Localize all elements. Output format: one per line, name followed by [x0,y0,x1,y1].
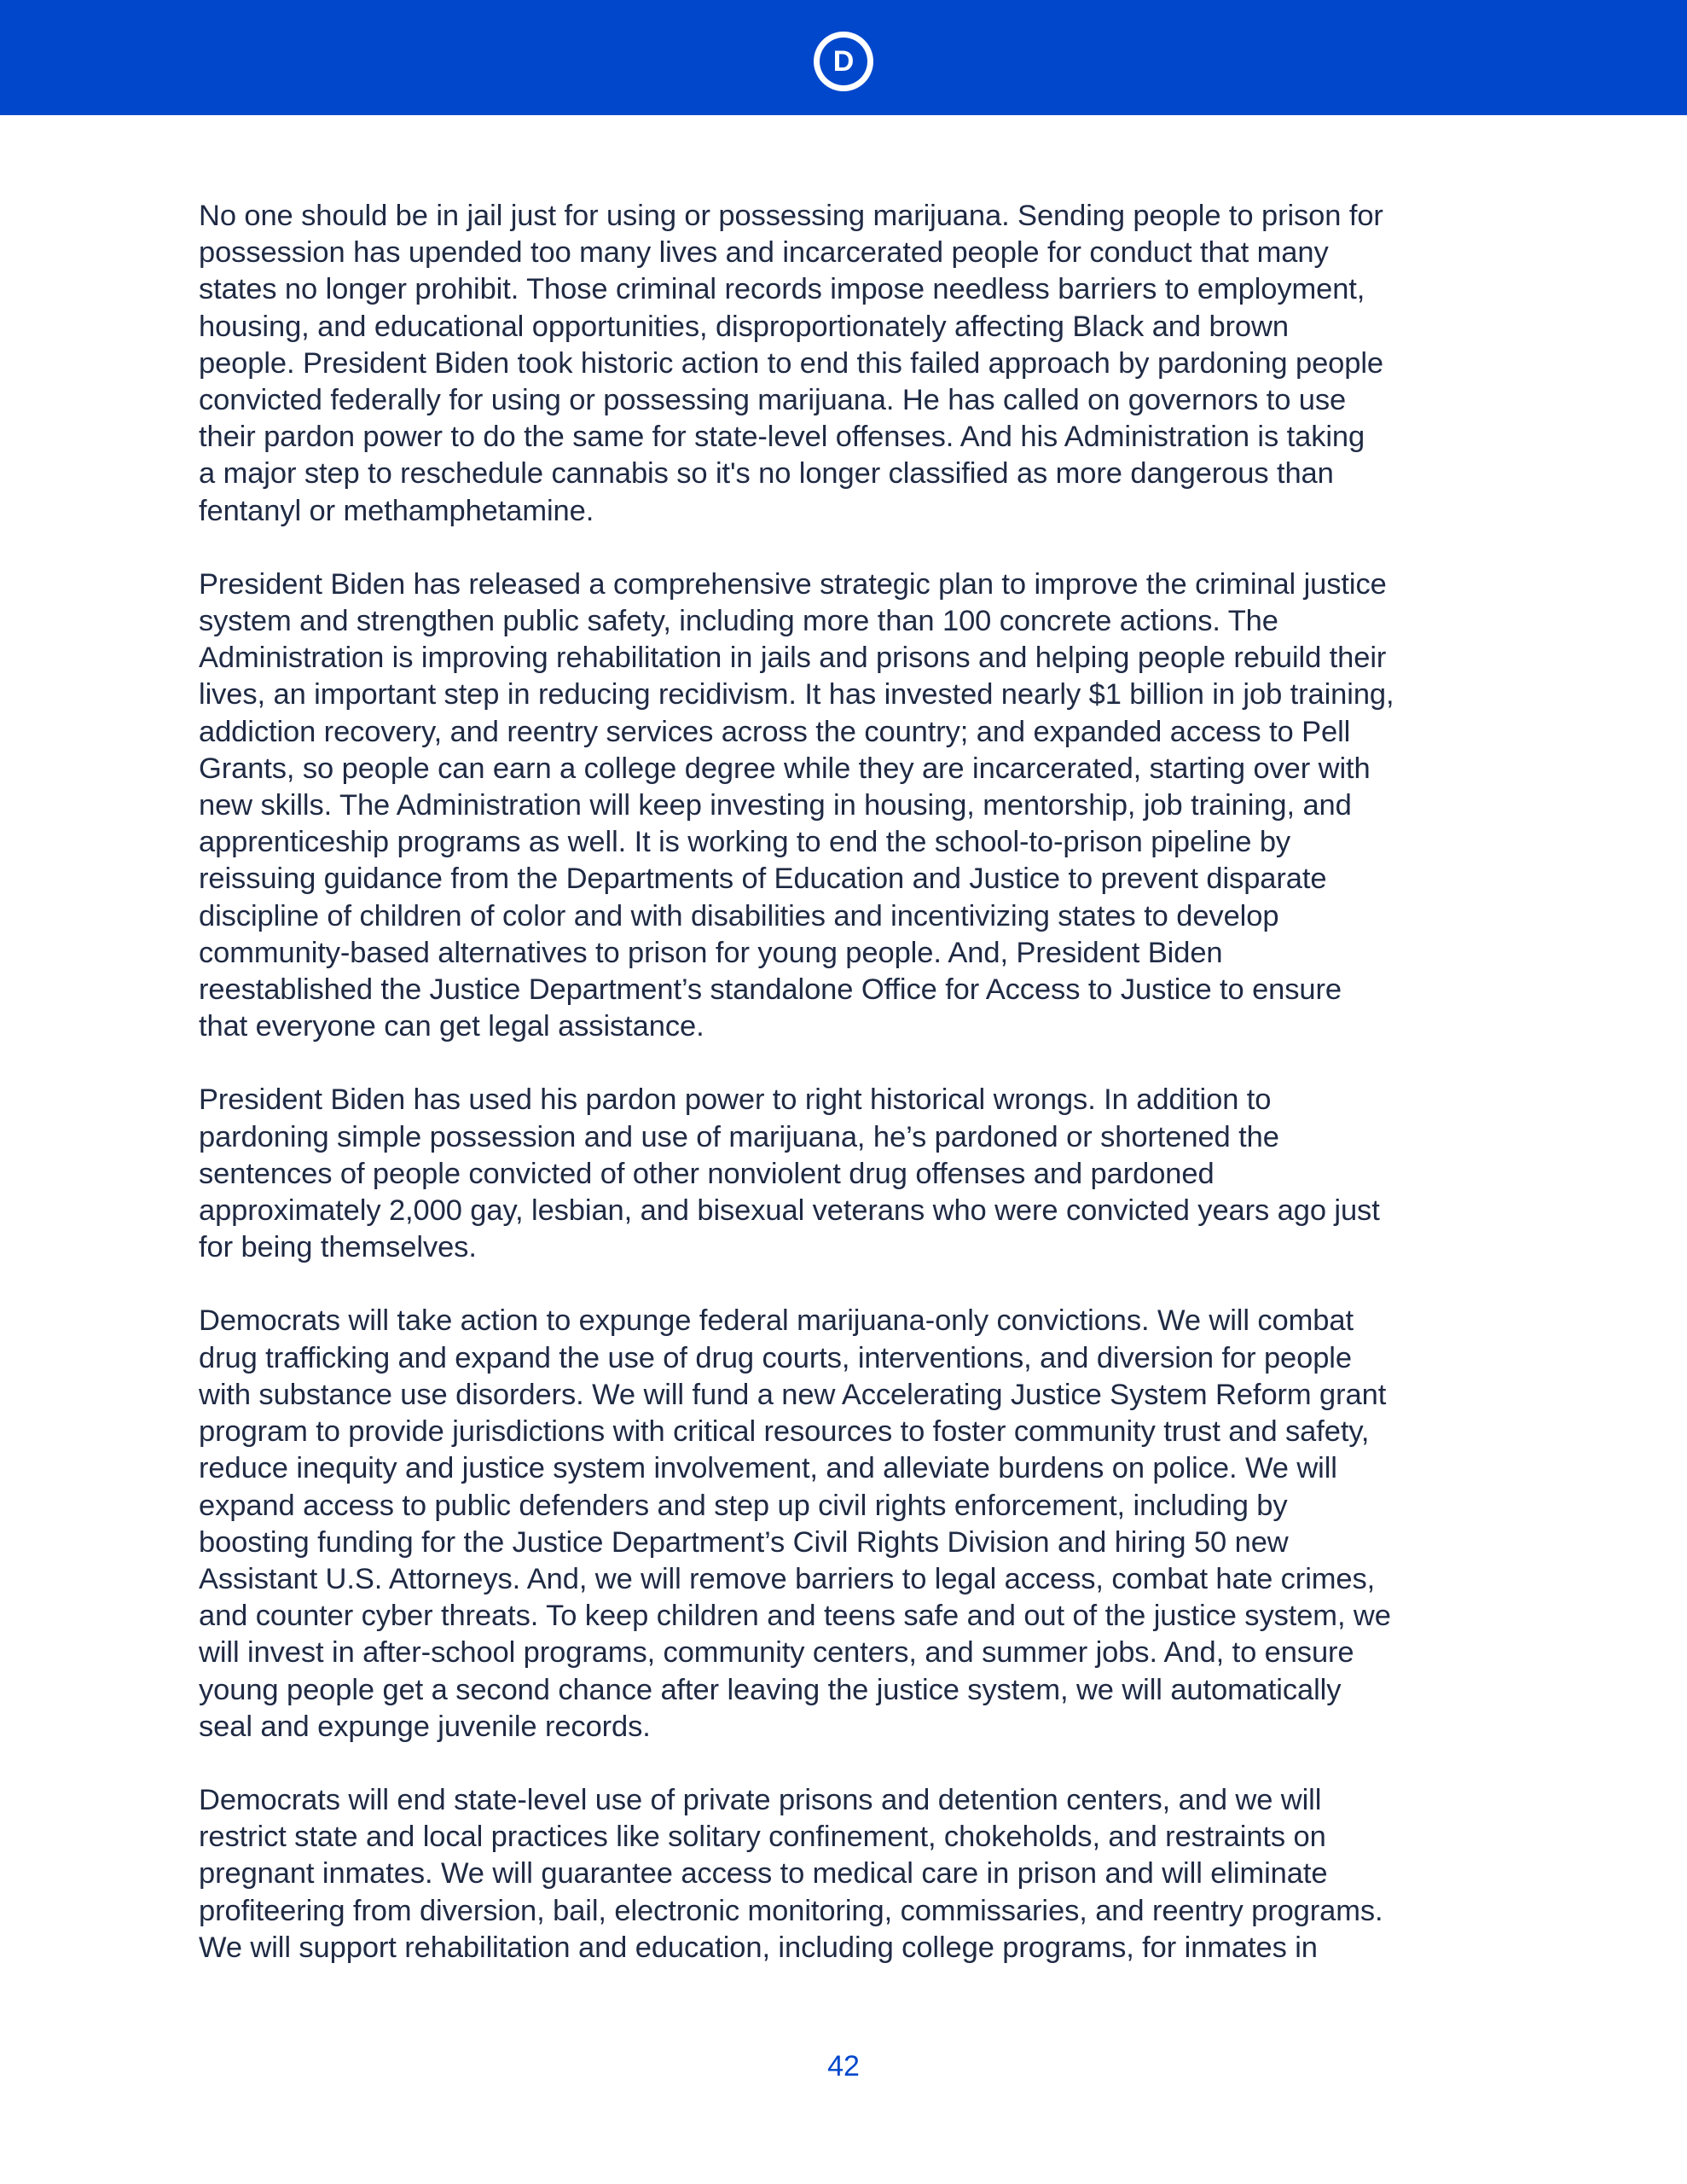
paragraph-marijuana-pardons: No one should be in jail just for using or possessing marijuana. Sending people to prison for possession has upended too many lives and incarcerated people for conduct that many states no longer prohibit. Those criminal records impose needless barriers to employment, housing, and educational opportunities, disproportionately affecting Black and brown people. President Biden took historic action to end this failed approach by pardoning people convicted federally for using or possessing marijuana. He has called on governors to use their pardon power to do the same for state-level offenses. And his Administration is taking a major step to reschedule cannabis so it's no longer classified as more dangerous than fentanyl or methamphetamine. [199,200,1383,527]
paragraph-criminal-justice-plan: President Biden has released a comprehensive strategic plan to improve the criminal justice system and strengthen public safety, including more than 100 concrete actions. The Administration is improving rehabilitation in jails and prisons and helping people rebuild their lives, an important step in reducing recidivism. It has invested nearly $1 billion in job training, addiction recovery, and reentry services across the country; and expanded access to Pell Grants, so people can earn a college degree while they are incarcerated, starting over with new skills. The Administration will keep investing in housing, mentorship, job training, and apprenticeship programs as well. It is working to end the school-to-prison pipeline by reissuing guidance from the Departments of Education and Justice to prevent disparate discipline of children of color and with disabilities and incentivizing states to develop community-based alternatives to prison for young people. And, President Biden reestablished the Justice Department’s standalone Office for Access to Justice to ensure that everyone can get legal assistance. [199,567,1394,1043]
paragraph-private-prisons: Democrats will end state-level use of private prisons and detention centers, and we will restrict state and local practices like solitary confinement, chokeholds, and restraints on pregnant inmates. We will guarantee access to medical care in prison and will eliminate profiteering from diversion, bail, electronic monitoring, commissaries, and reentry programs. We will support rehabilitation and education, including college programs, for inmates in [199,1783,1383,1964]
democratic-party-d-icon [811,29,876,94]
page-header-bar [0,0,1687,115]
paragraph-expunge-convictions: Democrats will take action to expunge federal marijuana-only convictions. We will combat drug trafficking and expand the use of drug courts, interventions, and diversion for people with substance use disorders. We will fund a new Accelerating Justice System Reform grant program to provide jurisdictions with critical resources to foster community trust and safety, reduce inequity and justice system involvement, and alleviate burdens on police. We will expand access to public defenders and step up civil rights enforcement, including by boosting funding for the Justice Department’s Civil Rights Division and hiring 50 new Assistant U.S. Attorneys. And, we will remove barriers to legal access, combat hate crimes, and counter cyber threats. To keep children and teens safe and out of the justice system, we will invest in after-school programs, community centers, and summer jobs. And, to ensure young people get a second chance after leaving the justice system, we will automatically seal and expunge juvenile records. [199,1304,1391,1743]
page-number: 42 [827,2050,860,2082]
logo-letter: D [832,45,855,78]
document-body [199,198,1495,2003]
paragraph-pardon-power: President Biden has used his pardon power to right historical wrongs. In addition to pardoning simple possession and use of marijuana, he’s pardoned or shortened the sentences of people convicted of other nonviolent drug offenses and pardoned approximately 2,000 gay, lesbian, and bisexual veterans who were convicted years ago just for being themselves. [199,1083,1380,1264]
